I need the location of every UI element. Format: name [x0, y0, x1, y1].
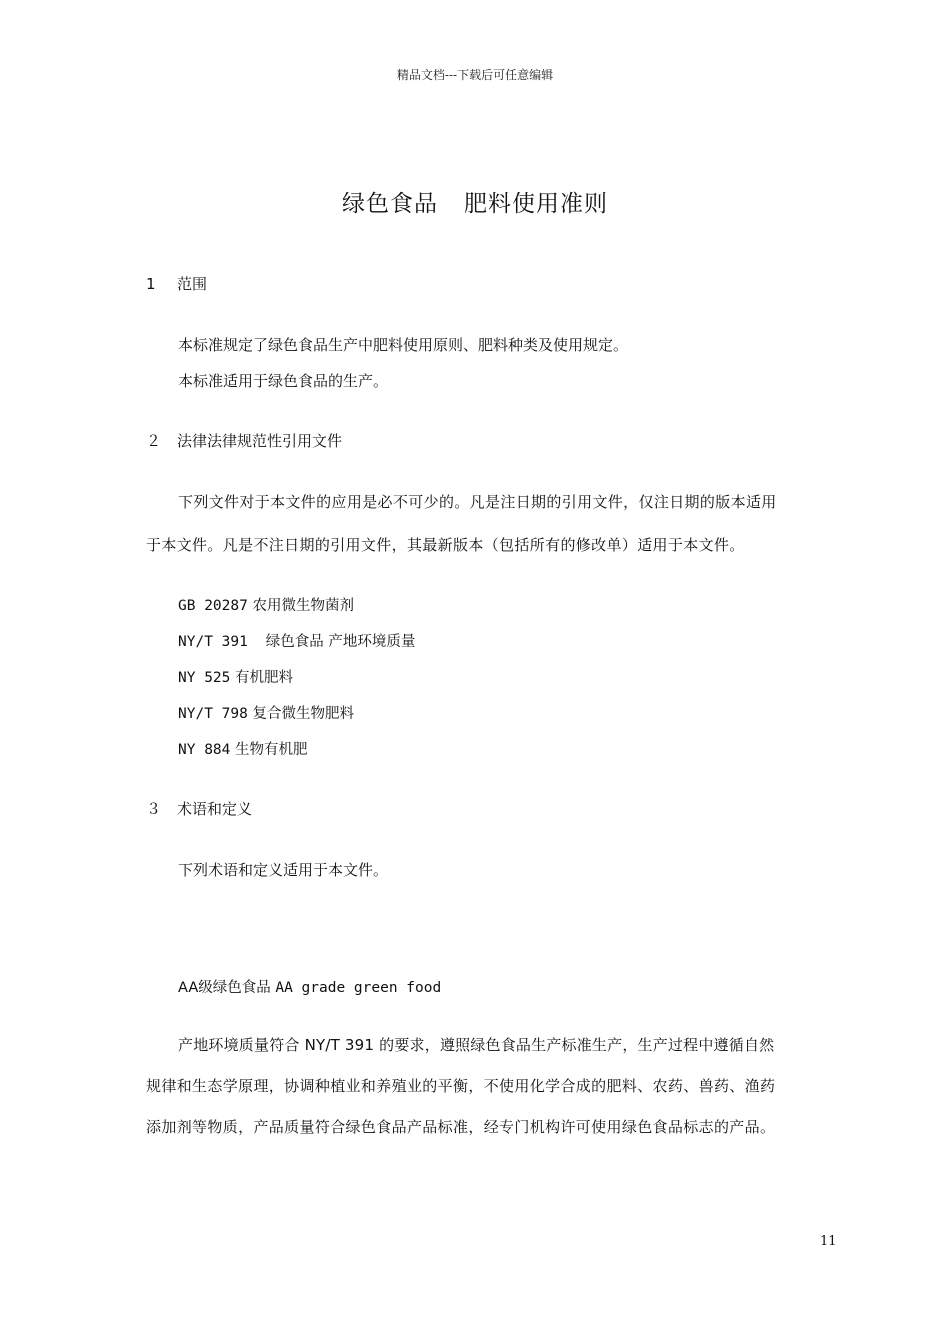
section-title: 术语和定义: [177, 800, 253, 818]
section-heading-terms: [146, 798, 252, 819]
reference-code: NY 525: [178, 670, 231, 686]
reference-name: 绿色食品 产地环境质量: [265, 634, 416, 650]
page-number: 11: [820, 1234, 837, 1249]
reference-name: 复合微生物肥料: [252, 706, 354, 722]
section-title: 范围: [177, 275, 208, 293]
document-title: [0, 185, 950, 218]
term-aa-definition-line-3: 添加剂等物质，产品质量符合绿色食品产品标准，经专门机构许可使用绿色食品标志的产品。: [146, 1118, 776, 1136]
term-aa-definition-line-1: 产地环境质量符合 NY/T 391 的要求，遵照绿色食品生产标准生产，生产过程中遵循自然: [178, 1036, 775, 1054]
reference-item: [178, 738, 308, 759]
reference-code: NY/T 798: [178, 706, 248, 722]
scope-paragraph-1: 本标准规定了绿色食品生产中肥料使用原则、肥料种类及使用规定。: [178, 336, 629, 354]
reference-item: [178, 666, 293, 687]
section-number: 1: [146, 275, 156, 293]
section-title: 法律法律规范性引用文件: [177, 432, 343, 450]
section-heading-scope: [146, 273, 207, 294]
reference-code: GB 20287: [178, 598, 248, 614]
page-header: 精品文档---下载后可任意编辑: [396, 68, 554, 82]
reference-name: 生物有机肥: [235, 742, 308, 758]
term-heading-aa: [178, 976, 441, 997]
reference-item: [178, 702, 354, 723]
reference-code: NY/T 391: [178, 634, 257, 650]
reference-code: NY 884: [178, 742, 231, 758]
terms-intro: 下列术语和定义适用于本文件。: [178, 861, 389, 879]
term-aa-definition-line-2: 规律和生态学原理，协调种植业和养殖业的平衡，不使用化学合成的肥料、农药、兽药、渔药: [146, 1077, 776, 1095]
reference-item: [178, 630, 415, 651]
reference-item: [178, 594, 354, 615]
section-number: ２: [146, 432, 162, 450]
reference-name: 农用微生物菌剂: [252, 598, 354, 614]
reference-name: 有机肥料: [235, 670, 293, 686]
title-part-1: 绿色食品: [342, 191, 438, 217]
scope-paragraph-2: 本标准适用于绿色食品的生产。: [178, 372, 389, 390]
section-heading-references: [146, 430, 342, 451]
references-intro-line-1: 下列文件对于本文件的应用是必不可少的。凡是注日期的引用文件，仅注日期的版本适用: [178, 493, 777, 511]
title-part-2: 肥料使用准则: [464, 191, 608, 217]
term-en: AA grade green food: [275, 980, 442, 996]
term-cn: AA级绿色食品: [178, 980, 271, 996]
references-intro-line-2: 于本文件。凡是不注日期的引用文件，其最新版本（包括所有的修改单）适用于本文件。: [146, 536, 745, 554]
section-number: ３: [146, 800, 162, 818]
